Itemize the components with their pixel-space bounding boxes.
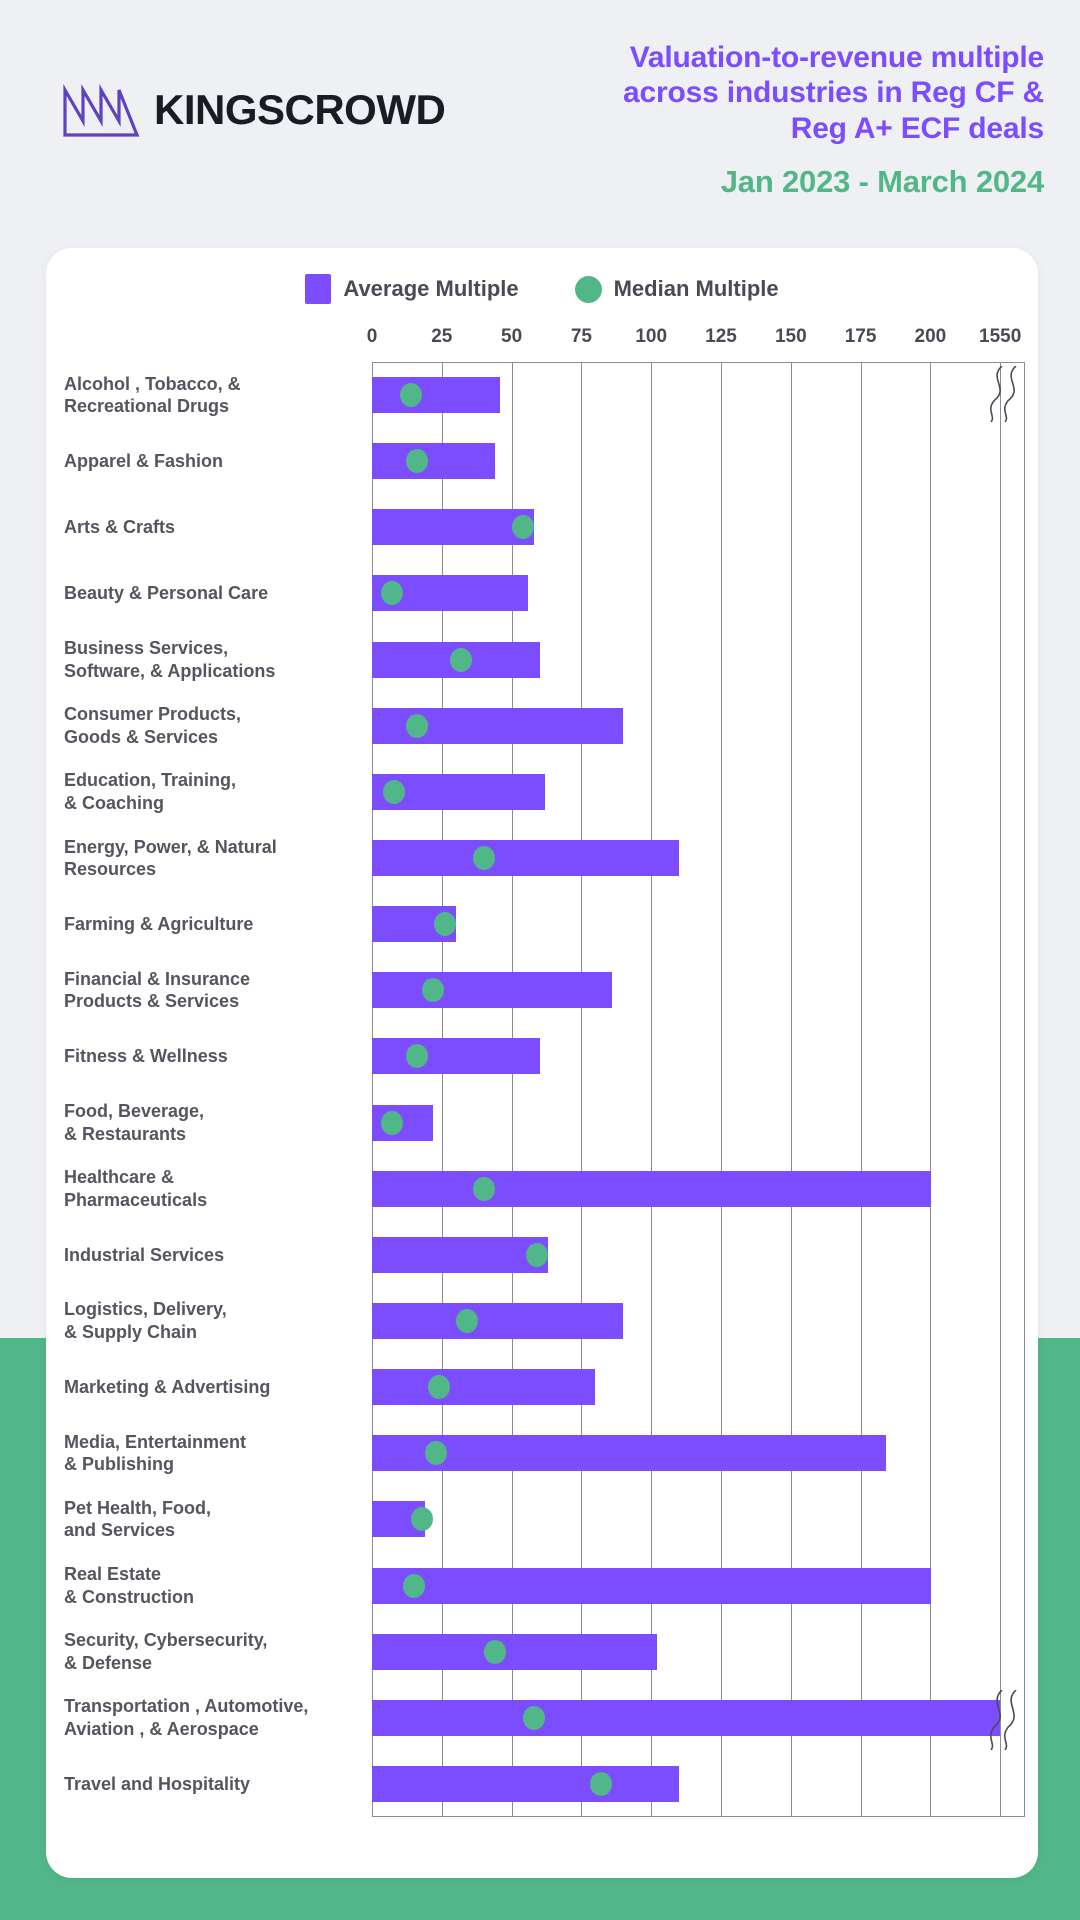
kingscrowd-crown-logo-icon	[62, 82, 140, 138]
median-multiple-dot[interactable]	[526, 1243, 548, 1267]
chart-legend	[46, 274, 1038, 304]
median-multiple-dot[interactable]	[434, 912, 456, 936]
average-multiple-bar[interactable]	[372, 1303, 623, 1339]
chart-row	[46, 1486, 1038, 1552]
median-multiple-dot[interactable]	[450, 648, 472, 672]
category-label: Business Services, Software, & Applications	[64, 638, 276, 681]
chart-row	[46, 428, 1038, 494]
chart-row	[46, 957, 1038, 1023]
chart-title	[444, 40, 1044, 146]
median-multiple-dot[interactable]	[383, 780, 405, 804]
header	[0, 0, 1080, 245]
category-label: Apparel & Fashion	[64, 450, 224, 471]
plot-area	[46, 326, 1038, 1846]
category-label: Security, Cybersecurity, & Defense	[64, 1630, 268, 1673]
median-multiple-dot[interactable]	[381, 581, 403, 605]
chart-row	[46, 693, 1038, 759]
median-multiple-dot[interactable]	[406, 449, 428, 473]
average-multiple-bar[interactable]	[372, 1700, 1000, 1736]
chart-row	[46, 1420, 1038, 1486]
category-label: Alcohol , Tobacco, & Recreational Drugs	[64, 373, 241, 417]
average-multiple-bar[interactable]	[372, 1568, 931, 1604]
x-axis-tick-75: 75	[570, 326, 592, 347]
average-multiple-bar[interactable]	[372, 1435, 886, 1471]
average-multiple-bar[interactable]	[372, 1171, 931, 1207]
median-multiple-dot[interactable]	[422, 978, 444, 1002]
average-multiple-bar[interactable]	[372, 972, 612, 1008]
category-label: Logistics, Delivery, & Supply Chain	[64, 1299, 227, 1342]
x-axis-tick-100: 100	[635, 326, 668, 347]
x-axis-tick-200: 200	[914, 326, 947, 347]
category-label: Consumer Products, Goods & Services	[64, 704, 242, 747]
median-multiple-dot[interactable]	[512, 515, 534, 539]
chart-row	[46, 1354, 1038, 1420]
median-multiple-dot[interactable]	[406, 1044, 428, 1068]
median-multiple-dot[interactable]	[381, 1111, 403, 1135]
chart-title-line-3: Reg A+ ECF deals	[790, 111, 1044, 145]
median-multiple-dot[interactable]	[473, 1177, 495, 1201]
average-multiple-bar[interactable]	[372, 509, 534, 545]
category-label: Real Estate & Construction	[64, 1564, 194, 1607]
median-multiple-dot[interactable]	[590, 1772, 612, 1796]
category-label: Travel and Hospitality	[64, 1773, 251, 1794]
legend-square-swatch-icon	[305, 274, 331, 304]
average-multiple-bar[interactable]	[372, 443, 495, 479]
average-multiple-bar[interactable]	[372, 1369, 595, 1405]
x-axis-tick-50: 50	[501, 326, 523, 347]
x-axis-tick-labels	[46, 326, 1038, 352]
title-block	[444, 40, 1044, 200]
median-multiple-dot[interactable]	[473, 846, 495, 870]
average-multiple-bar[interactable]	[372, 840, 679, 876]
average-multiple-bar[interactable]	[372, 1237, 548, 1273]
chart-title-line-2: across industries in Reg CF &	[623, 76, 1044, 110]
chart-row	[46, 825, 1038, 891]
chart-row	[46, 1619, 1038, 1685]
category-label: Marketing & Advertising	[64, 1376, 271, 1397]
legend-circle-swatch-icon	[575, 276, 602, 303]
chart-row	[46, 1751, 1038, 1817]
chart-row	[46, 1090, 1038, 1156]
legend-item-average[interactable]	[305, 274, 518, 304]
median-multiple-dot[interactable]	[406, 714, 428, 738]
chart-row	[46, 1685, 1038, 1751]
chart-row	[46, 1222, 1038, 1288]
category-label: Energy, Power, & Natural Resources	[64, 836, 277, 880]
median-multiple-dot[interactable]	[428, 1375, 450, 1399]
brand-logo	[62, 82, 445, 138]
x-axis-tick-1550: 1550	[979, 326, 1022, 347]
median-multiple-dot[interactable]	[403, 1574, 425, 1598]
chart-row	[46, 759, 1038, 825]
x-axis-tick-125: 125	[705, 326, 737, 347]
median-multiple-dot[interactable]	[456, 1309, 478, 1333]
brand-name: KINGSCROWD	[154, 86, 446, 133]
chart-date-range: Jan 2023 - March 2024	[720, 164, 1044, 200]
category-label: Education, Training, & Coaching	[64, 770, 237, 813]
chart-row	[46, 1023, 1038, 1089]
average-multiple-bar[interactable]	[372, 377, 500, 413]
category-label: Beauty & Personal Care	[64, 583, 269, 604]
average-multiple-bar[interactable]	[372, 1038, 540, 1074]
chart-card	[46, 248, 1038, 1878]
category-label: Farming & Agriculture	[64, 913, 254, 934]
legend-label: Average Multiple	[343, 276, 519, 301]
x-axis-tick-175: 175	[844, 326, 877, 347]
legend-label: Median Multiple	[613, 276, 779, 301]
median-multiple-dot[interactable]	[523, 1706, 545, 1730]
median-multiple-dot[interactable]	[425, 1441, 447, 1465]
category-label: Food, Beverage, & Restaurants	[64, 1101, 205, 1144]
category-label: Financial & Insurance Products & Services	[64, 968, 251, 1012]
median-multiple-dot[interactable]	[484, 1640, 506, 1664]
average-multiple-bar[interactable]	[372, 1766, 679, 1802]
category-label: Media, Entertainment & Publishing	[64, 1431, 247, 1475]
category-label: Transportation , Automotive, Aviation , & Aerospace	[64, 1696, 309, 1739]
chart-row	[46, 362, 1038, 428]
chart-row	[46, 494, 1038, 560]
chart-row	[46, 560, 1038, 626]
legend-item-median[interactable]	[575, 276, 779, 303]
category-label: Healthcare & Pharmaceuticals	[64, 1167, 208, 1210]
chart-title-line-1: Valuation-to-revenue multiple	[629, 41, 1044, 74]
chart-row	[46, 1552, 1038, 1618]
category-label: Arts & Crafts	[64, 517, 176, 538]
x-axis-tick-150: 150	[774, 326, 807, 347]
category-label: Pet Health, Food, and Services	[64, 1497, 212, 1541]
average-multiple-bar[interactable]	[372, 1634, 657, 1670]
chart-row	[46, 891, 1038, 957]
category-label: Fitness & Wellness	[64, 1046, 228, 1067]
median-multiple-dot[interactable]	[400, 383, 422, 407]
median-multiple-dot[interactable]	[411, 1507, 433, 1531]
category-label: Industrial Services	[64, 1244, 225, 1265]
x-axis-tick-25: 25	[431, 326, 453, 347]
x-axis-tick-0: 0	[366, 326, 378, 347]
chart-row	[46, 1156, 1038, 1222]
plot-grid	[46, 362, 1038, 1817]
chart-row	[46, 627, 1038, 693]
chart-row	[46, 1288, 1038, 1354]
